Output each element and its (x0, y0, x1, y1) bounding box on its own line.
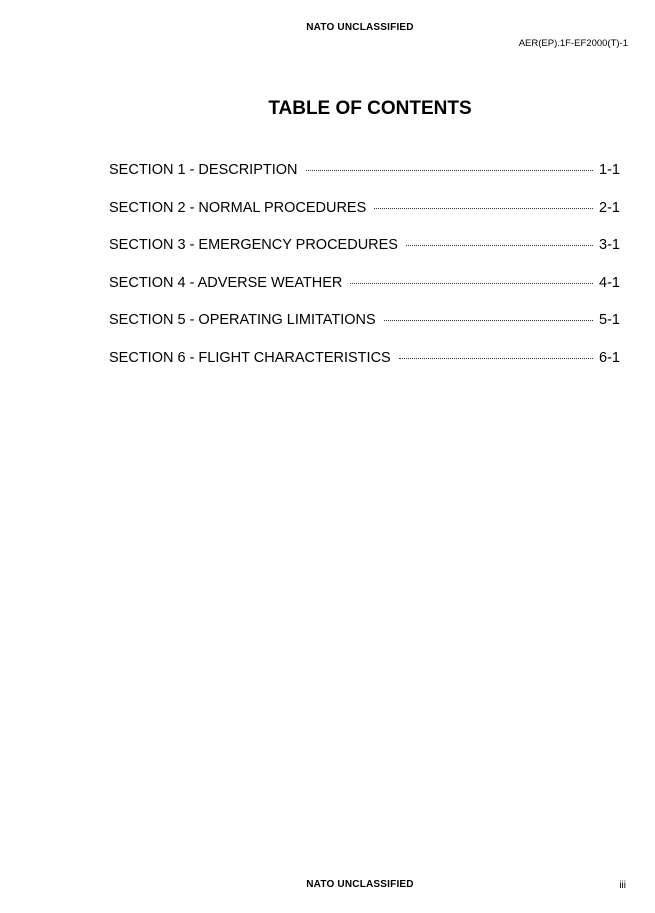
dot-leader (406, 245, 593, 246)
toc-entry-page: 2-1 (599, 199, 620, 216)
dot-leader (374, 208, 593, 209)
dot-leader (384, 320, 593, 321)
dot-leader (306, 170, 594, 171)
toc-entry-section-3[interactable] (109, 237, 620, 275)
toc-entry-label: SECTION 4 - ADVERSE WEATHER (109, 274, 343, 291)
page-number: iii (619, 880, 626, 891)
toc-entry-page: 6-1 (599, 349, 620, 366)
toc-entry-section-5[interactable] (109, 312, 620, 350)
toc-entry-section-1[interactable] (109, 162, 620, 200)
toc-entry-label: SECTION 1 - DESCRIPTION (109, 162, 298, 178)
document-id: AER(EP).1F-EF2000(T)-1 (518, 38, 628, 49)
header-classification: NATO UNCLASSIFIED (306, 22, 414, 33)
toc-entry-label: SECTION 2 - NORMAL PROCEDURES (109, 199, 367, 216)
toc-entry-page: 5-1 (599, 312, 620, 329)
toc-entry-section-4[interactable] (109, 275, 620, 313)
toc-entry-label: SECTION 5 - OPERATING LIMITATIONS (109, 312, 376, 329)
toc-entry-label: SECTION 6 - FLIGHT CHARACTERISTICS (109, 349, 391, 366)
toc-entry-page: 4-1 (599, 274, 620, 291)
toc-entry-page: 1-1 (599, 162, 620, 178)
toc-entry-label: SECTION 3 - EMERGENCY PROCEDURES (109, 237, 398, 254)
toc-entry-page: 3-1 (599, 237, 620, 254)
toc-entry-section-2[interactable] (109, 200, 620, 238)
footer-classification: NATO UNCLASSIFIED (306, 879, 414, 890)
dot-leader (350, 283, 593, 284)
table-of-contents (109, 162, 620, 388)
page-title: TABLE OF CONTENTS (268, 98, 472, 119)
toc-entry-section-6[interactable] (109, 350, 620, 388)
dot-leader (399, 358, 593, 359)
